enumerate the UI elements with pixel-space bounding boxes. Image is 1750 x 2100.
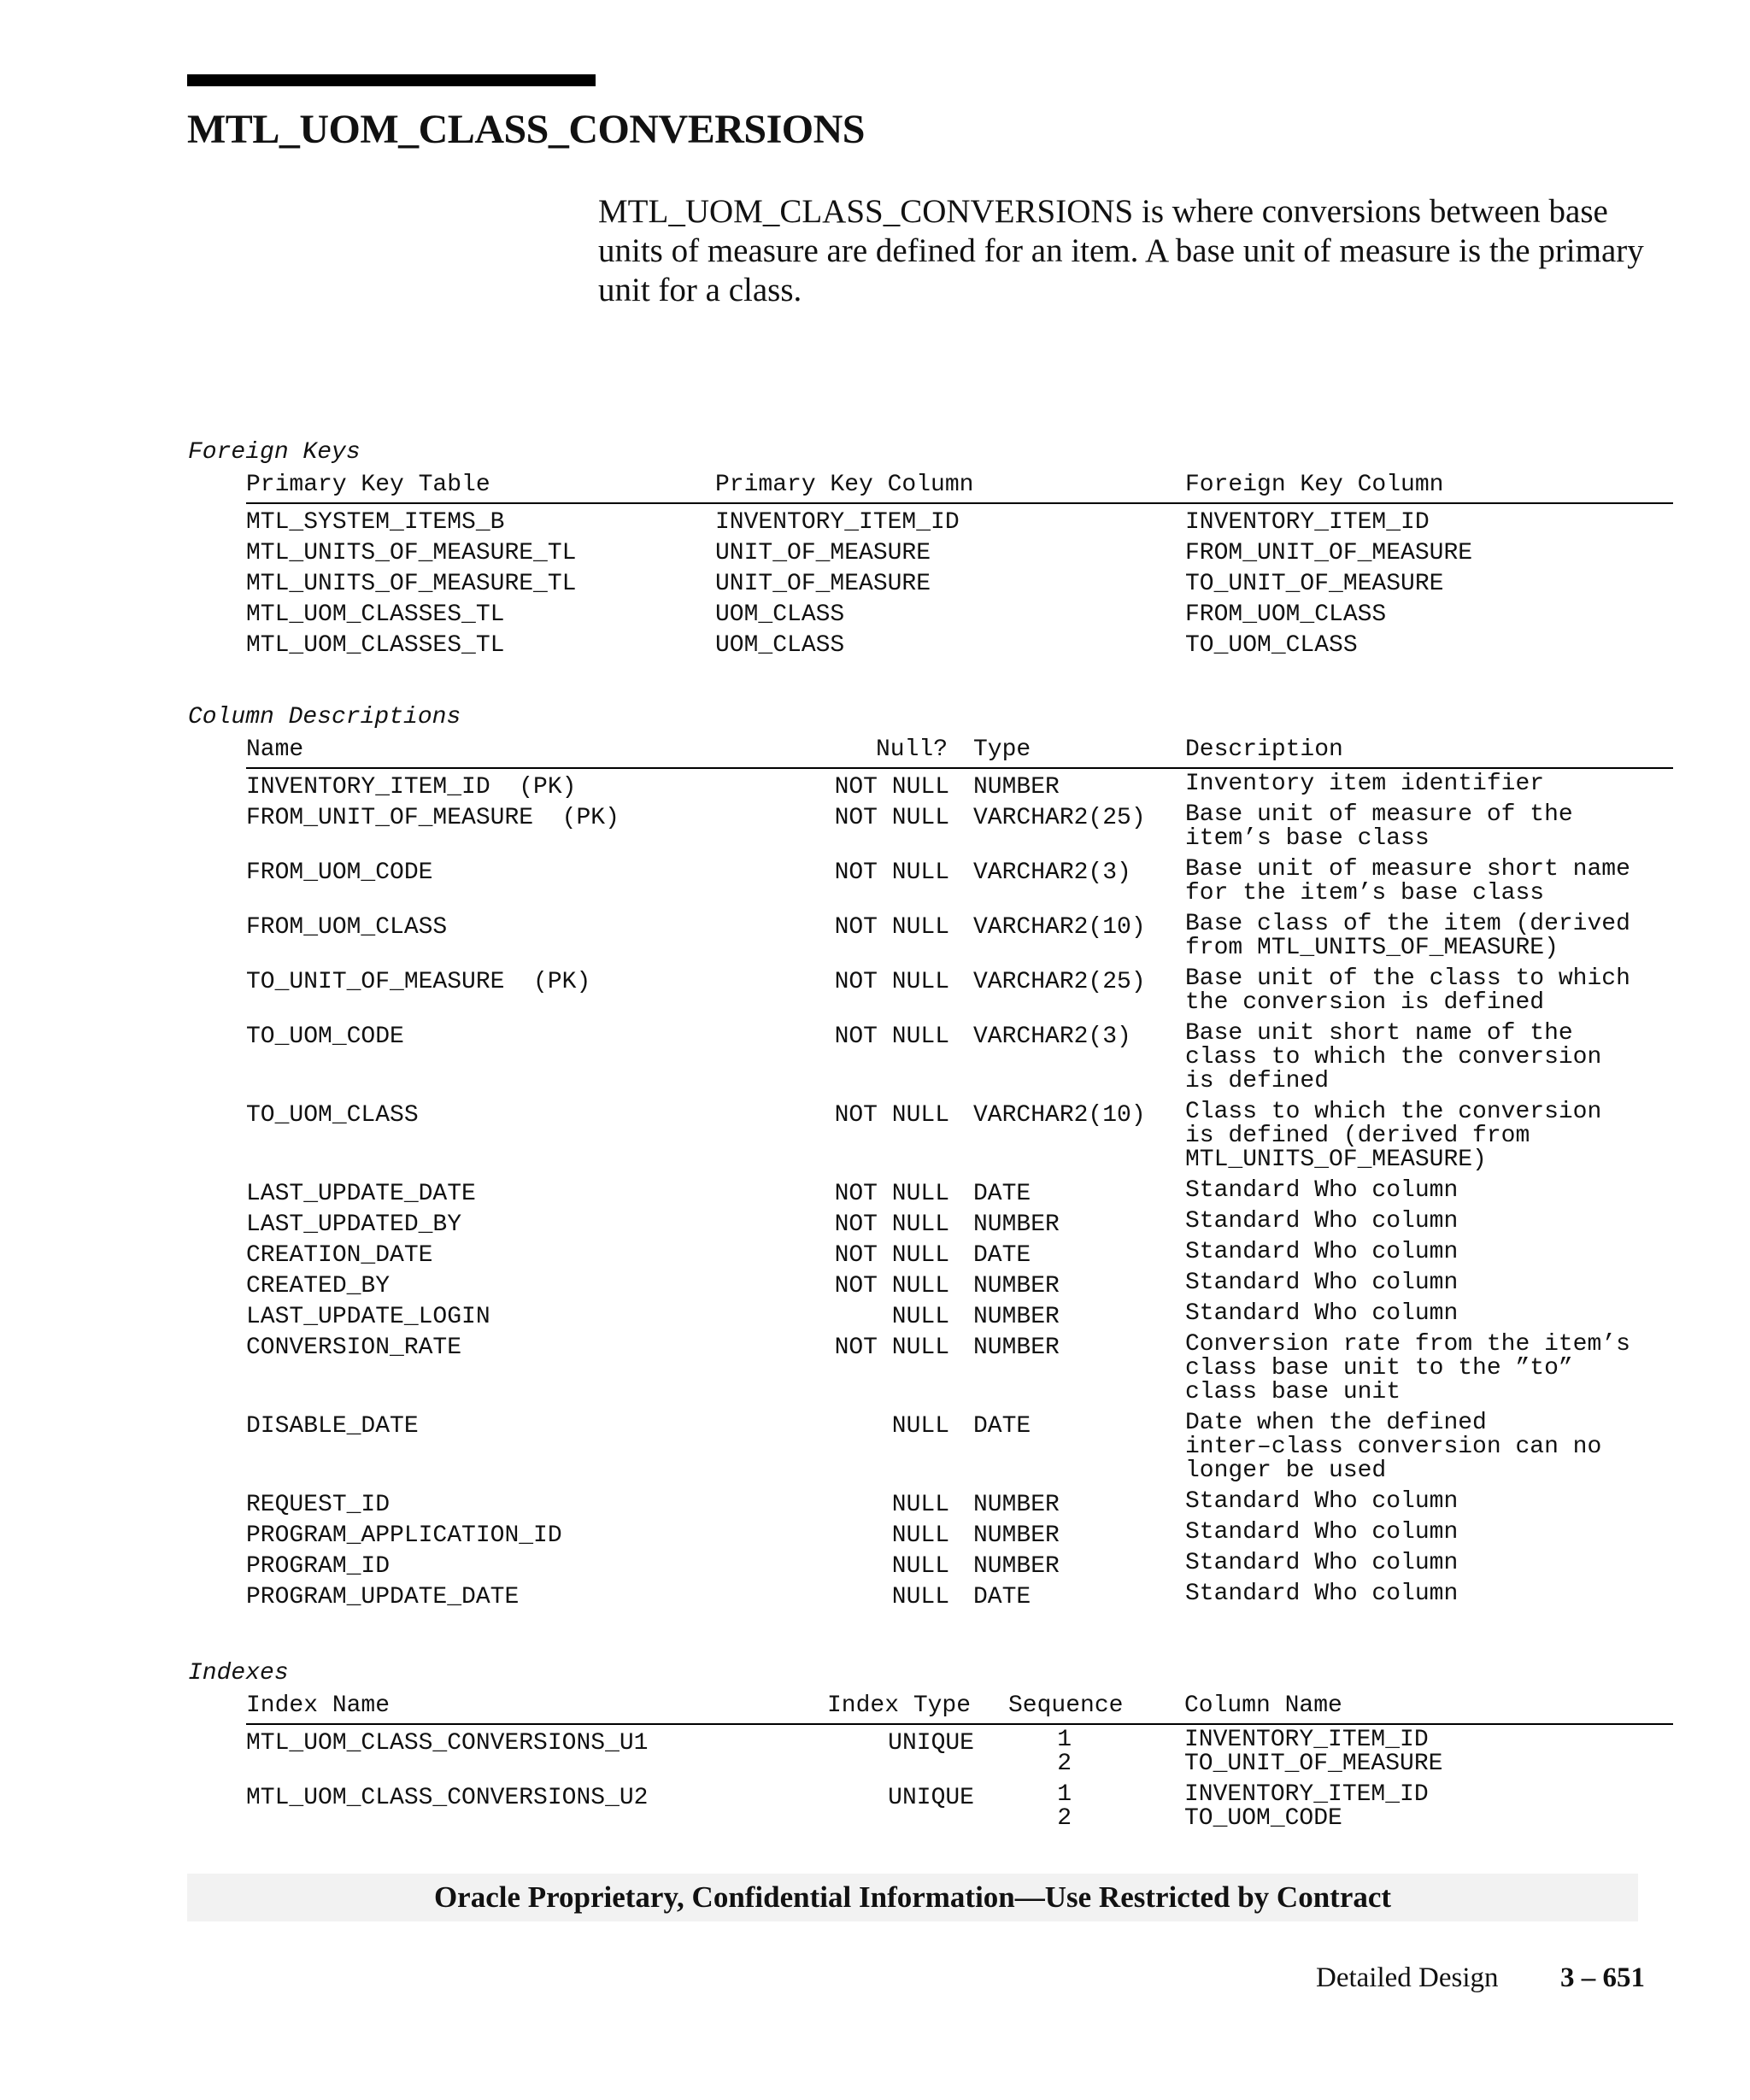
table-row: [0, 1270, 1750, 1299]
fk-foreign-key-column: TO_UOM_CLASS: [1185, 632, 1358, 659]
table-row: [0, 1488, 1750, 1518]
column-null: NULL: [891, 1584, 949, 1610]
column-descriptions-header: [246, 735, 1673, 769]
index-name: MTL_UOM_CLASS_CONVERSIONS_U1: [246, 1730, 649, 1757]
table-row: [0, 1783, 1750, 1831]
col-header-type: Type: [973, 736, 1031, 763]
col-header-name: Name: [246, 736, 304, 763]
fk-foreign-key-column: FROM_UNIT_OF_MEASURE: [1185, 540, 1473, 566]
column-name: TO_UNIT_OF_MEASURE (PK): [246, 969, 591, 995]
column-description: Standard Who column: [1185, 1177, 1459, 1204]
column-name: FROM_UOM_CLASS: [246, 914, 448, 941]
table-row: [0, 1100, 1750, 1172]
column-type: DATE: [973, 1584, 1031, 1610]
column-name: LAST_UPDATE_DATE: [246, 1181, 476, 1207]
column-description: Standard Who column: [1185, 1270, 1459, 1296]
column-type: DATE: [973, 1181, 1031, 1207]
column-name: LAST_UPDATED_BY: [246, 1211, 462, 1238]
foreign-keys-header: [246, 470, 1673, 504]
column-null: NOT NULL: [834, 1211, 949, 1238]
table-row: [0, 858, 1750, 906]
column-description: Date when the defined inter–class conversion can no longer be used: [1185, 1410, 1602, 1484]
column-name: LAST_UPDATE_LOGIN: [246, 1304, 490, 1330]
indexes-header: [246, 1691, 1673, 1725]
table-row: [0, 803, 1750, 851]
table-row: [0, 1177, 1750, 1207]
column-name: FROM_UOM_CODE: [246, 859, 433, 886]
index-sequence: 1 2: [1057, 1781, 1072, 1832]
column-null: NOT NULL: [834, 1334, 949, 1361]
table-row: [0, 1239, 1750, 1269]
column-description: Standard Who column: [1185, 1300, 1459, 1327]
column-name: PROGRAM_APPLICATION_ID: [246, 1522, 562, 1549]
idx-header-sequence: Sequence: [1008, 1692, 1124, 1719]
fk-primary-key-column: UOM_CLASS: [715, 601, 845, 628]
column-null: NOT NULL: [834, 1242, 949, 1269]
column-type: NUMBER: [973, 1334, 1060, 1361]
table-row: [0, 1550, 1750, 1580]
column-null: NULL: [891, 1304, 949, 1330]
footer-page-number: 3 – 651: [1560, 1962, 1645, 1993]
intro-paragraph: MTL_UOM_CLASS_CONVERSIONS is where conversions between base units of measure are defined for an item. A base unit of measure is the primary unit for a class.: [598, 193, 1644, 308]
fk-header-pk-table: Primary Key Table: [246, 472, 490, 498]
column-null: NOT NULL: [834, 1273, 949, 1299]
index-column-name: INVENTORY_ITEM_ID TO_UNIT_OF_MEASURE: [1184, 1727, 1443, 1777]
column-null: NOT NULL: [834, 1181, 949, 1207]
column-null: NULL: [891, 1553, 949, 1580]
column-null: NOT NULL: [834, 1102, 949, 1129]
fk-foreign-key-column: FROM_UOM_CLASS: [1185, 601, 1387, 628]
column-description: Class to which the conversion is defined (derived from MTL_UNITS_OF_MEASURE): [1185, 1099, 1602, 1173]
column-description: Standard Who column: [1185, 1239, 1459, 1265]
column-type: DATE: [973, 1242, 1031, 1269]
table-row: [0, 771, 1750, 801]
table-row: [0, 600, 1750, 631]
column-descriptions-label: Column Descriptions: [188, 704, 461, 730]
index-sequence: 1 2: [1057, 1727, 1072, 1777]
column-description: Base unit short name of the class to which the conversion is defined: [1185, 1020, 1602, 1094]
column-null: NULL: [891, 1492, 949, 1518]
index-type: UNIQUE: [888, 1730, 974, 1757]
fk-primary-key-table: MTL_UOM_CLASSES_TL: [246, 601, 505, 628]
fk-primary-key-column: UOM_CLASS: [715, 632, 845, 659]
column-description: Base unit of measure of the item’s base class: [1185, 801, 1573, 852]
column-null: NOT NULL: [834, 969, 949, 995]
table-row: [0, 631, 1750, 661]
column-name: CREATION_DATE: [246, 1242, 433, 1269]
column-null: NOT NULL: [834, 859, 949, 886]
fk-primary-key-table: MTL_UNITS_OF_MEASURE_TL: [246, 571, 577, 597]
fk-primary-key-table: MTL_UNITS_OF_MEASURE_TL: [246, 540, 577, 566]
page-title: MTL_UOM_CLASS_CONVERSIONS: [187, 107, 865, 152]
column-name: FROM_UNIT_OF_MEASURE (PK): [246, 805, 620, 831]
index-column-name: INVENTORY_ITEM_ID TO_UOM_CODE: [1184, 1781, 1429, 1832]
column-type: NUMBER: [973, 1273, 1060, 1299]
column-type: NUMBER: [973, 1553, 1060, 1580]
fk-foreign-key-column: TO_UNIT_OF_MEASURE: [1185, 571, 1444, 597]
column-null: NOT NULL: [834, 914, 949, 941]
table-row: [0, 967, 1750, 1015]
table-row: [0, 1300, 1750, 1330]
column-type: NUMBER: [973, 1304, 1060, 1330]
fk-primary-key-table: MTL_UOM_CLASSES_TL: [246, 632, 505, 659]
fk-foreign-key-column: INVENTORY_ITEM_ID: [1185, 509, 1430, 536]
column-name: CONVERSION_RATE: [246, 1334, 462, 1361]
confidential-banner: Oracle Proprietary, Confidential Information––Use Restricted by Contract: [433, 1880, 1392, 1914]
column-description: Standard Who column: [1185, 1519, 1459, 1546]
column-type: VARCHAR2(10): [973, 914, 1146, 941]
idx-header-name: Index Name: [246, 1692, 391, 1719]
table-row: [0, 1411, 1750, 1483]
column-description: Base class of the item (derived from MTL_UNITS_OF_MEASURE): [1185, 911, 1630, 961]
fk-header-pk-column: Primary Key Column: [715, 472, 974, 498]
column-name: REQUEST_ID: [246, 1492, 391, 1518]
column-type: NUMBER: [973, 1492, 1060, 1518]
table-row: [0, 538, 1750, 569]
column-null: NOT NULL: [834, 1024, 949, 1050]
table-row: [0, 1022, 1750, 1094]
column-name: DISABLE_DATE: [246, 1413, 419, 1440]
column-description: Standard Who column: [1185, 1581, 1459, 1607]
column-description: Base unit of the class to which the conversion is defined: [1185, 965, 1630, 1016]
idx-header-type: Index Type: [827, 1692, 972, 1719]
fk-header-fk-column: Foreign Key Column: [1185, 472, 1444, 498]
column-description: Standard Who column: [1185, 1550, 1459, 1576]
top-rule: [187, 74, 596, 86]
footer-section-name: Detailed Design: [1316, 1962, 1499, 1993]
column-name: TO_UOM_CLASS: [246, 1102, 419, 1129]
column-description: Standard Who column: [1185, 1488, 1459, 1515]
column-type: NUMBER: [973, 1211, 1060, 1238]
table-row: [0, 569, 1750, 600]
index-type: UNIQUE: [888, 1785, 974, 1811]
idx-header-column-name: Column Name: [1184, 1692, 1342, 1719]
col-header-null: Null?: [876, 736, 948, 763]
column-type: VARCHAR2(25): [973, 969, 1146, 995]
fk-primary-key-column: INVENTORY_ITEM_ID: [715, 509, 960, 536]
table-row: [0, 1581, 1750, 1610]
fk-primary-key-column: UNIT_OF_MEASURE: [715, 571, 931, 597]
column-description: Base unit of measure short name for the item’s base class: [1185, 856, 1630, 906]
column-null: NOT NULL: [834, 774, 949, 801]
column-null: NULL: [891, 1413, 949, 1440]
column-description: Inventory item identifier: [1185, 771, 1545, 797]
column-null: NULL: [891, 1522, 949, 1549]
table-row: [0, 912, 1750, 960]
table-row: [0, 1728, 1750, 1776]
table-row: [0, 1333, 1750, 1405]
column-type: NUMBER: [973, 774, 1060, 801]
column-name: TO_UOM_CODE: [246, 1024, 404, 1050]
column-type: DATE: [973, 1413, 1031, 1440]
column-name: CREATED_BY: [246, 1273, 391, 1299]
column-description: Conversion rate from the item’s class base unit to the ”to” class base unit: [1185, 1331, 1630, 1405]
table-row: [0, 507, 1750, 538]
table-row: [0, 1208, 1750, 1238]
fk-primary-key-table: MTL_SYSTEM_ITEMS_B: [246, 509, 505, 536]
foreign-keys-label: Foreign Keys: [188, 439, 361, 466]
column-type: VARCHAR2(3): [973, 1024, 1131, 1050]
indexes-label: Indexes: [188, 1660, 289, 1686]
column-null: NOT NULL: [834, 805, 949, 831]
column-name: PROGRAM_UPDATE_DATE: [246, 1584, 520, 1610]
column-type: VARCHAR2(10): [973, 1102, 1146, 1129]
table-row: [0, 1519, 1750, 1549]
fk-primary-key-column: UNIT_OF_MEASURE: [715, 540, 931, 566]
col-header-description: Description: [1185, 736, 1343, 763]
column-name: INVENTORY_ITEM_ID (PK): [246, 774, 577, 801]
column-type: NUMBER: [973, 1522, 1060, 1549]
index-name: MTL_UOM_CLASS_CONVERSIONS_U2: [246, 1785, 649, 1811]
column-type: VARCHAR2(25): [973, 805, 1146, 831]
column-type: VARCHAR2(3): [973, 859, 1131, 886]
column-name: PROGRAM_ID: [246, 1553, 391, 1580]
column-description: Standard Who column: [1185, 1208, 1459, 1235]
